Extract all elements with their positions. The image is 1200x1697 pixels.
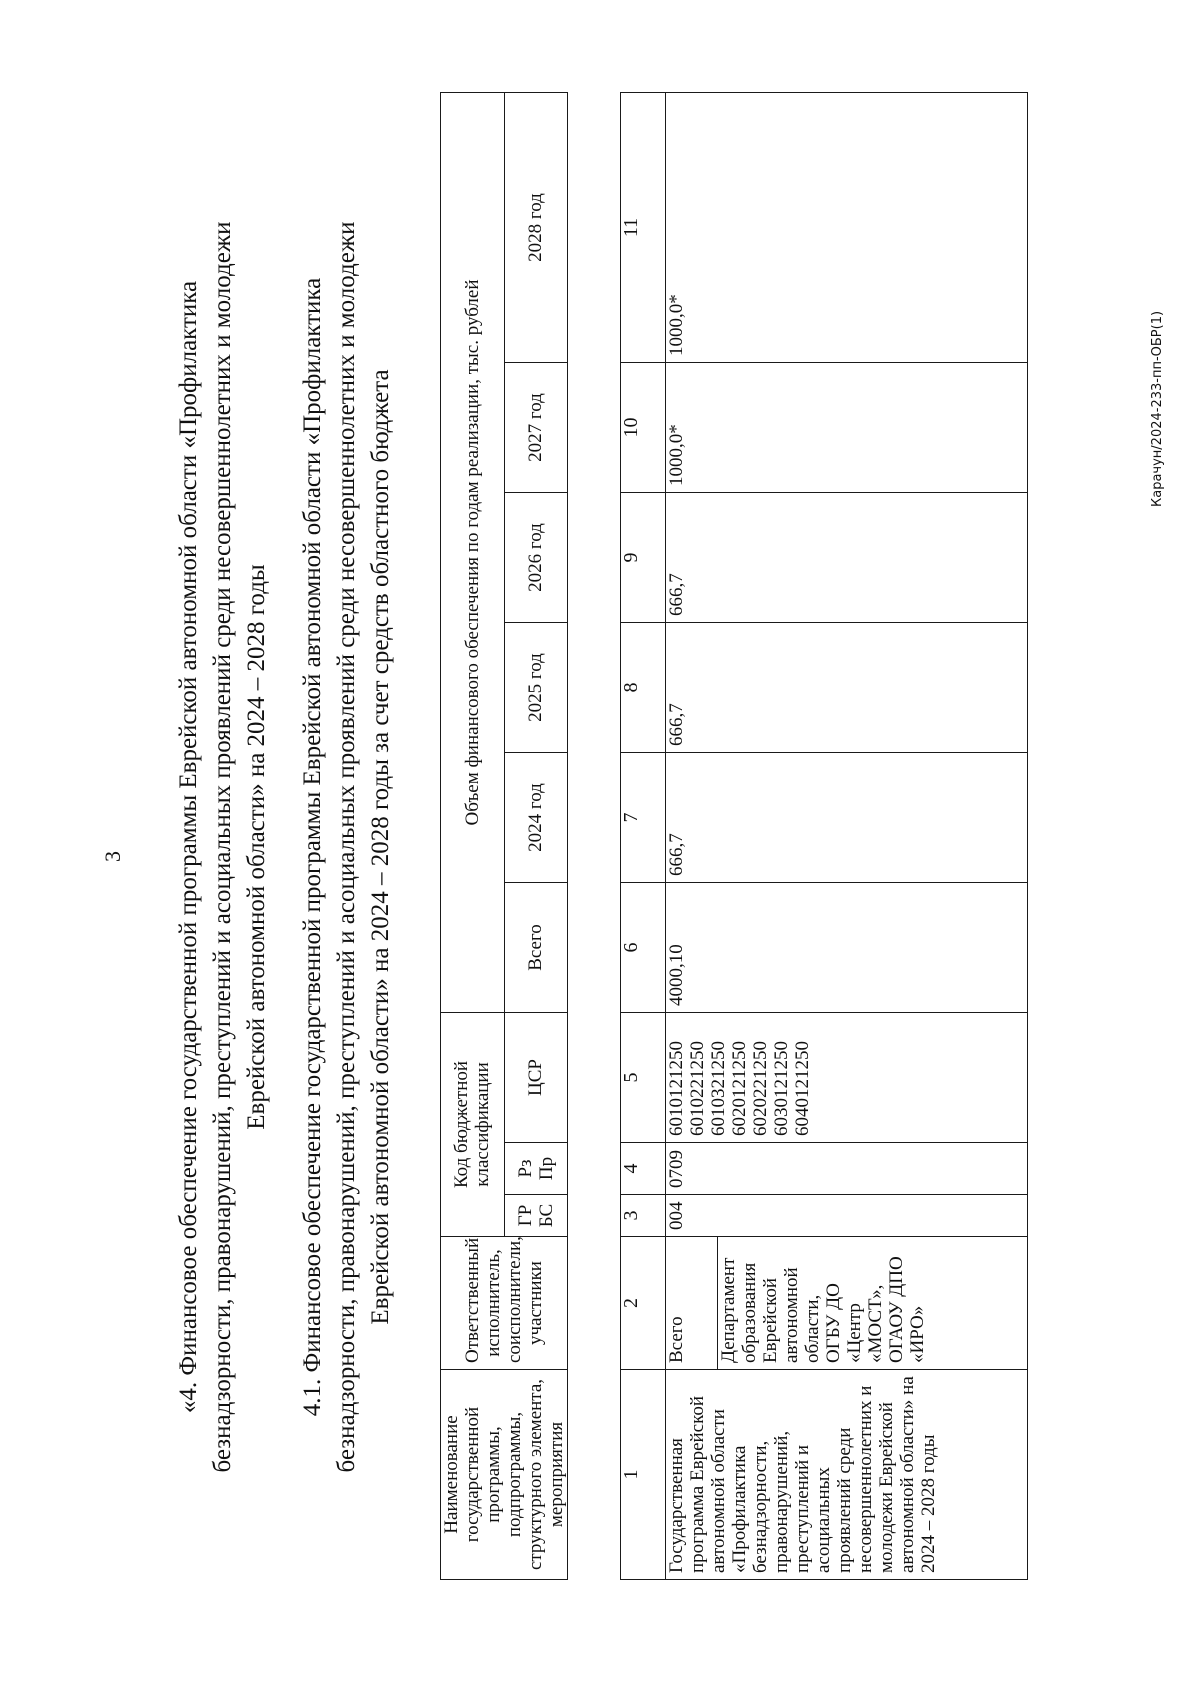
header-year: 2026 год [504, 492, 568, 622]
total-value: 4000,10 [666, 883, 1028, 1013]
csr-code: 6040121250 [792, 1041, 813, 1136]
csr-code: 6010321250 [708, 1041, 729, 1136]
responsible-org: Департамент образования Еврейской автономной области, ОГБУ ДО «Центр «МОСТ», ОГАОУ ДПО «ИРО» [718, 1237, 1028, 1370]
csr-code: 6020121250 [729, 1041, 750, 1136]
column-number: 7 [621, 753, 666, 883]
column-number: 9 [621, 493, 666, 623]
year-2026-value: 666,7 [666, 493, 1028, 623]
year-2027-value: 1000,0* [666, 363, 1028, 493]
csr-code: 6010221250 [687, 1041, 708, 1136]
header-grbs: ГР БС [504, 1195, 568, 1237]
section-4-1-heading [296, 137, 398, 1557]
heading-line: безнадзорности, правонарушений, преступлений и асоциальных проявлений среди несовершеннолетних и молодежи [333, 221, 360, 1473]
column-number: 11 [621, 93, 666, 363]
header-csr: ЦСР [504, 1012, 568, 1142]
header-year: 2028 год [504, 92, 568, 362]
financing-table-header [440, 92, 568, 1580]
grbs-value: 004 [666, 1195, 1028, 1237]
csr-code: 6010121250 [666, 1041, 687, 1136]
section-4-heading [172, 137, 274, 1557]
csr-code: 6030121250 [771, 1041, 792, 1136]
header-year: 2025 год [504, 622, 568, 752]
header-year: 2024 год [504, 752, 568, 882]
column-number: 10 [621, 363, 666, 493]
responsible-total: Всего [666, 1237, 718, 1370]
page-number: 3 [100, 851, 125, 862]
header-year: 2027 год [504, 362, 568, 492]
header-rzpr: Рз Пр [504, 1143, 568, 1195]
rzpr-value: 0709 [666, 1143, 1028, 1195]
year-2024-value: 666,7 [666, 753, 1028, 883]
header-budget-code: Код бюджетной классификации [441, 1012, 505, 1236]
column-number: 2 [621, 1237, 666, 1370]
financing-table-body [620, 92, 1028, 1580]
column-number: 1 [621, 1370, 666, 1580]
program-row [666, 93, 718, 1580]
csr-codes [666, 1013, 1028, 1143]
column-number: 8 [621, 623, 666, 753]
program-name: Государственная программа Еврейской автономной области «Профилактика безнадзорности, правонарушений, преступлений и асоциальных проявлений среди несовершеннолетних и молодежи Еврейской автономной области» на 2024 – 2028 годы [666, 1370, 1028, 1580]
column-number: 4 [621, 1143, 666, 1195]
csr-code: 6020221250 [750, 1041, 771, 1136]
header-total: Всего [504, 882, 568, 1012]
column-number-row [621, 93, 666, 1580]
column-number: 5 [621, 1013, 666, 1143]
heading-line: Еврейской автономной области» на 2024 – 2028 годы за счет средств областного бюджета [367, 369, 394, 1325]
header-funding: Объем финансового обеспечения по годам реализации, тыс. рублей [441, 92, 505, 1012]
heading-line: 4.1. Финансовое обеспечение государственной программы Еврейской автономной области «Профилактика [299, 277, 326, 1417]
heading-line: Еврейской автономной области» на 2024 – 2028 годы [243, 564, 270, 1130]
column-number: 3 [621, 1195, 666, 1237]
heading-line: безнадзорности, правонарушений, преступлений и асоциальных проявлений среди несовершеннолетних и молодежи [209, 221, 236, 1473]
year-2028-value: 1000,0* [666, 93, 1028, 363]
header-name: Наименование государственной программы, подпрограммы, структурного элемента, мероприятия [441, 1370, 568, 1580]
year-2025-value: 666,7 [666, 623, 1028, 753]
heading-line: «4. Финансовое обеспечение государственной программы Еврейской автономной области «Профилактика [175, 280, 202, 1414]
column-number: 6 [621, 883, 666, 1013]
document-code: Карачун/2024-233-пп-ОБР(1) [1150, 310, 1165, 507]
header-responsible: Ответственный исполнитель, соисполнители, участники [441, 1237, 568, 1370]
